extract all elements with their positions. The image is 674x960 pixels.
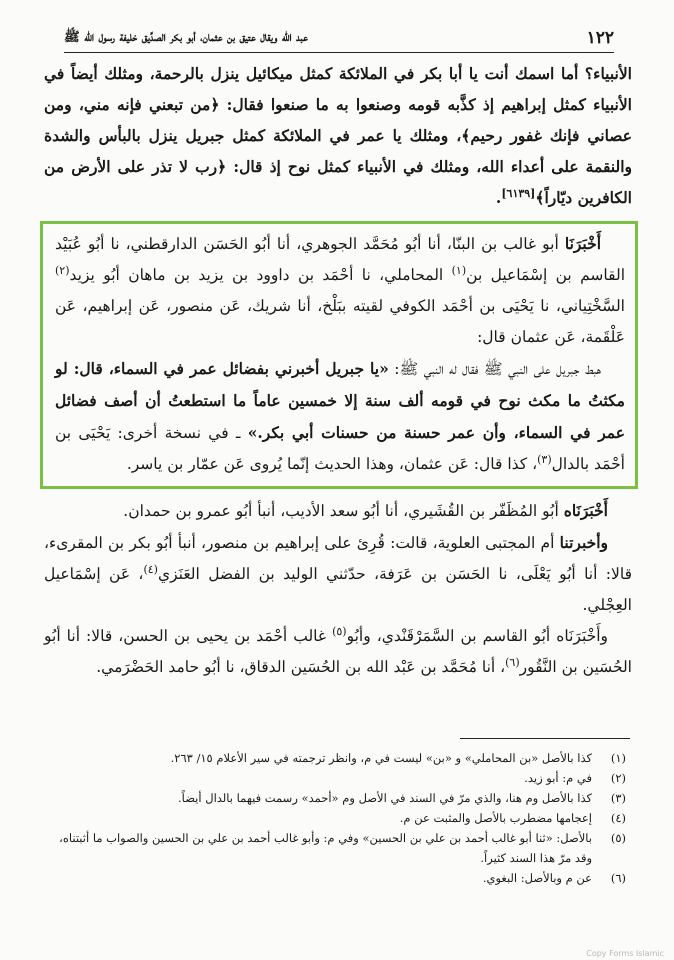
citation-number: [٦١٣٩]	[501, 186, 536, 200]
isnad-paragraph: أَخْبَرَنَا أبو غالب بن البنّا، أنا أبُو مُحَمَّد الجوهري، أنا أبُو الحَسَن الدارقطني، نا أبُو عُبَيْد القاسم بن إسْمَاعيل بن$^{(١)}$ المحاملي، نا أحْمَد بن داوود بن يزيد بن ماهان أبُو يزيد$^{(٢)}$ السَّخْتِياني، نا يَحْيَى بن أحْمَد الكوفي لقيته ببَلْخ، أنا شريك، عَن منصور، عَن إبراهيم، عَن عَلْقَمة، عَن عثمان قال:	[55, 234, 625, 346]
paragraph-1: الأنبياء؟ أما اسمك أنت يا أبا بكر في الملائكة كمثل ميكائيل ينزل بالرحمة، ومثلك أيضاً في الأنبياء كمثل إبراهيم إذ كذَّبه قومه وصنعوا به ما صنعوا فقال: ﴿من تبعني فإنه مني، ومن عصاني فإنك غفور رحيم﴾، ومثلك يا عمر في الملائكة كمثل جبريل ينزل بالبأس والشدة والنقمة على أعداء الله، ومثلك في الأنبياء كمثل نوح إذ قال: ﴿رب لا تذر على الأرض من الكافرين ديّاراً﴾[٦١٣٩].	[44, 64, 632, 207]
footnote-separator	[460, 738, 630, 739]
footnote-item: (٦) عن م وبالأصل: البغوي.	[482, 871, 626, 885]
paragraph-5: وأَخْبَرَنَاه أبُو القاسم بن السَّمَرْقَنْدي، وأبُو$^{(٥)}$ غالب أحْمَد بن يحيى بن الحسن، قالا: أنا أبُو الحُسَين بن النَّقُور$^{(٦)}$، أنا مُحَمَّد بن عَبْد الله بن الحُسَين الدقاق، نا أبُو حامد الحَضْرَمي.	[44, 624, 632, 676]
footnote-ref-3: (٣)	[537, 452, 552, 466]
footnote-ref-5: (٥)	[332, 624, 347, 638]
footnote-item: (٢) في م: أبو زيد.	[524, 771, 626, 785]
footnote-item: (٤) إعجامها مضطرب بالأصل والمثبت عن م.	[399, 811, 626, 825]
footnote-ref-6: (٦)	[505, 655, 520, 669]
page-header	[64, 22, 614, 53]
footnote-ref-4: (٤)	[143, 562, 158, 576]
running-head: عبد الله ويقال عتيق بن عثمان، أبو بكر الصدِّيق خليفة رسول الله ﷺ	[64, 30, 308, 45]
footnote-item: (٣) كذا بالأصل وم هنا، والذي مرّ في السند في الأصل وم «أحمد» رسمت فيهما بالدال أيضاً.	[178, 791, 626, 805]
footnote-ref-1: (١)	[451, 263, 467, 277]
paragraph-3: أَخْبَرَنَاه أبُو المُظَفّر بن القُشَيري، أنا أبُو سعد الأديب، أنبأ أبُو عمرو بن حمدان.	[123, 501, 608, 520]
paragraph-4: وأخبرتنا أم المجتبى العلوية، قالت: قُرِئ على إبراهيم بن منصور، أنبأ أبُو بكر بن المقرىء، قالا: أنا أبُو يَعْلَى، نا الحَسَن بن عَرَفة، حدّثني الوليد بن الفضل العَنَزي$^{(٤)}$، عَن إسْمَاعيل العِجْلي.	[44, 533, 632, 614]
watermark: Copy Forms Islamic	[586, 949, 664, 958]
footnote-item: (١) كذا بالأصل «بن المحاملي» و «بن» ليست في م، وانظر ترجمته في سير الأعلام ١٥/ ٢٦٣.	[170, 751, 626, 765]
footnote-ref-2: (٢)	[55, 263, 70, 277]
main-text	[44, 58, 632, 683]
highlighted-passage	[40, 221, 638, 489]
page-number: ١٢٢	[586, 28, 614, 48]
footnotes	[56, 748, 626, 888]
hadith-paragraph: هبط جبريل على النبي ﷺ فقال له النبي ﷺ: «يا جبريل أخبرني بفضائل عمر في السماء، قال: لو مكثتُ ما مكث نوح في قومه ألف سنة إلا خمسين عاماً ما استطعتُ أن أصف فضائل عمر في السماء، وأن عمر حسنة من حسنات أبي بكر.» ـ في نسخة أخرى: يَحْيَى بن أحْمَد بالدال$^{(٣)}$، كذا قال: عَن عثمان، وهذا الحديث إنّما يُروى عَن عمّار بن ياسر.	[55, 359, 625, 473]
footnote-item: (٥) بالأصل: «ثنا أبو غالب أحمد بن علي بن الحسين» وفي م: وأبو غالب أحمد بن علي بن الحسين والصواب ما أثبتناه، وقد مرّ هذا السند كثيراً.	[59, 831, 626, 865]
